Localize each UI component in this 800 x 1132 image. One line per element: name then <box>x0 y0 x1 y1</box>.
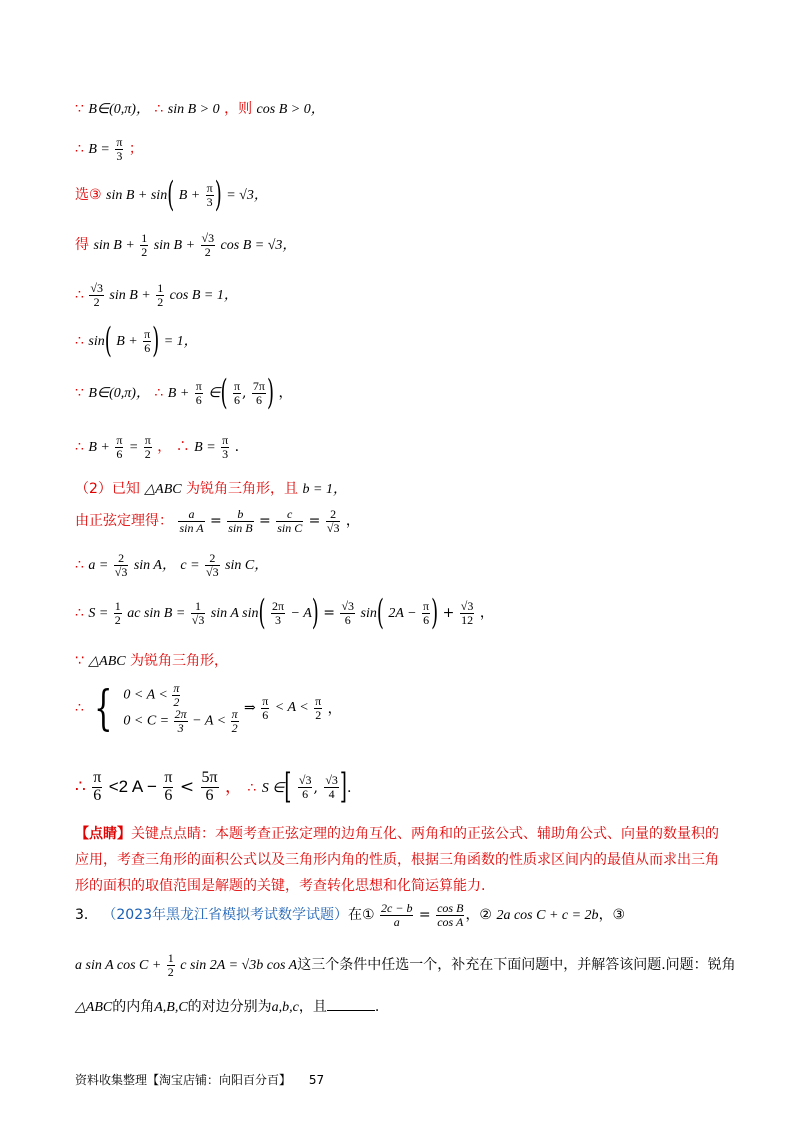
math-expr: B∈(0,π)， <box>88 102 150 117</box>
math-expr: sin <box>360 606 377 622</box>
text: 这三个条件中任选一个，补充在下面问题中，并解答该问题.问题：锐角 <box>297 957 736 974</box>
therefore-symbol: ∴ <box>75 333 84 350</box>
inequality-system: 0 < A < $\frac{\pi}{2}$ 0 < C = $\frac{2\pi}{3}$ − A < $\frac{\pi}{2}$ <box>123 681 238 735</box>
math-expr: B + <box>88 440 110 456</box>
fraction: $\frac{2}{√3}$ <box>326 507 340 535</box>
therefore-symbol: ∴ <box>175 439 190 456</box>
text: 为锐角三角形，且 <box>186 481 299 497</box>
solution-line-12: ∴ S = $\frac{1}{2}$ ac sin B = $\frac{1}{√3}$ sin A sin( $\frac{2\pi}{3}$ − A) = $\frac{√3}{6}$ sin( 2A − $\frac{\pi}{6}$ ) + $\frac{√3}{12}$ ， <box>75 593 494 634</box>
therefore-symbol: ∴ <box>75 776 86 797</box>
math-expr: cos B > 0， <box>256 102 325 117</box>
fraction: $\frac{\text{cos B}}{\text{cos A}}$ <box>437 901 464 929</box>
fraction: $\frac{2}{√3}$ <box>206 551 219 579</box>
math-expr: < <box>179 776 195 797</box>
math-expr: S = <box>88 606 109 622</box>
text: 由正弦定理得： <box>75 513 173 530</box>
text: 在① <box>348 907 375 924</box>
math-expr: S ∈ <box>261 780 285 796</box>
fraction: $\frac{c}{\text{sin C}}$ <box>277 507 303 535</box>
equals: = <box>418 907 431 924</box>
text: 的内角 <box>112 999 155 1015</box>
punct: ， <box>278 385 293 402</box>
plus: + <box>442 605 455 622</box>
math-expr: c = <box>180 558 200 574</box>
punct: ， <box>327 701 342 718</box>
punct: . <box>374 999 380 1015</box>
punct: ， <box>224 776 242 797</box>
fraction: $\frac{\pi}{6}$ <box>233 379 241 407</box>
equals: = <box>323 605 335 622</box>
fraction: $\frac{√3}{2}$ <box>201 231 215 259</box>
math-expr: B + <box>178 188 201 204</box>
fraction: $\frac{√3}{2}$ <box>90 281 103 309</box>
fraction: $\frac{1}{2}$ <box>167 951 174 979</box>
math-expr: sin B + sin <box>106 188 168 204</box>
punct: ， <box>157 439 172 456</box>
fraction: $\frac{√3}{12}$ <box>460 599 474 627</box>
math-expr: 2A − <box>388 606 417 622</box>
math-expr: sin B + <box>153 238 196 254</box>
math-expr: B = <box>88 142 110 158</box>
fraction: $\frac{√3}{6}$ <box>341 599 355 627</box>
text: 的对边分别为 <box>187 999 272 1015</box>
fraction: $\frac{\pi}{6}$ <box>164 769 173 804</box>
fraction: $\frac{b}{\text{sin B}}$ <box>228 507 253 535</box>
fraction: $\frac{\pi}{6}$ <box>144 327 151 355</box>
math-expr: sin B + <box>93 238 135 254</box>
fraction: $\frac{a}{\text{sin A}}$ <box>179 507 204 535</box>
solution-line-8 <box>75 434 239 460</box>
math-expr: B = <box>194 440 216 456</box>
therefore-symbol: ∴ <box>75 557 84 574</box>
punct: . <box>234 439 240 456</box>
text: 为锐角三角形， <box>130 653 229 669</box>
solution-line-3: 选③ sin B + sin( B + $\frac{\pi}{3}$ ) = √3， <box>75 175 268 216</box>
solution-line-9 <box>75 478 347 498</box>
punct: , <box>242 385 247 402</box>
math-expr: sin A， <box>133 558 176 574</box>
fraction: $\frac{\pi}{3}$ <box>222 433 229 461</box>
text: ，且 <box>298 999 327 1015</box>
math-expr: = <box>128 440 139 456</box>
because-symbol: ∵ <box>75 385 84 402</box>
solution-line-6: ∴ sin( B + $\frac{\pi}{6}$ ) = 1， <box>75 321 198 362</box>
math-expr: b = 1， <box>302 482 347 497</box>
therefore-symbol: ∴ <box>75 439 84 456</box>
problem-3-line-3 <box>75 996 379 1016</box>
solution-line-2 <box>75 136 143 162</box>
solution-line-13 <box>75 650 228 670</box>
comment-body: 关键点点睛：本题考查正弦定理的边角互化、两角和的正弦公式、辅助角公式、向量的数量积的应用，考查三角形的面积公式以及三角形内角的性质，根据三角函数的性质求区间内的最值从而求出三角形的面积的取值范围是解题的关键，考查转化思想和化简运算能力. <box>75 826 719 894</box>
comment-tag: 【点睛】 <box>75 826 131 842</box>
choice-label: 选③ <box>75 187 102 204</box>
therefore-symbol: ∴ <box>247 779 257 796</box>
text: （2）已知 <box>75 481 140 497</box>
solution-line-15: ∴ $\frac{\pi}{6}$ <2 A − $\frac{\pi}{6}$ < $\frac{5\pi}{6}$ ， ∴ S ∈[ $\frac{√3}{6}$ , $\frac{√3}{4}$ ]. <box>75 767 352 808</box>
problem-source: （2023年黑龙江省模拟考试数学试题） <box>102 907 349 924</box>
therefore-symbol: ∴ <box>75 141 84 158</box>
fraction: $\frac{1}{2}$ <box>157 281 164 309</box>
footer-text: 资料收集整理【淘宝店铺：向阳百分百】 <box>75 1073 292 1087</box>
because-symbol: ∵ <box>75 653 84 669</box>
punct: ； <box>128 141 143 158</box>
math-expr: <2 A − <box>108 776 157 796</box>
math-expr: sin <box>88 334 105 350</box>
fraction: $\frac{\pi}{6}$ <box>195 379 202 407</box>
fraction: $\frac{2c - b}{a}$ <box>381 901 413 929</box>
fraction: $\frac{7\pi}{6}$ <box>252 379 265 407</box>
math-expr: A,B,C <box>154 1000 188 1015</box>
solution-line-11 <box>75 552 268 578</box>
fraction: $\frac{√3}{4}$ <box>325 773 338 801</box>
fraction: $\frac{\pi}{3}$ <box>116 135 123 163</box>
because-symbol: ∵ <box>75 101 84 117</box>
math-expr: △ABC <box>75 1000 113 1015</box>
math-expr: sin B + <box>109 288 151 304</box>
text: ，② <box>465 907 492 924</box>
solution-line-4 <box>75 232 296 258</box>
fraction: $\frac{1}{2}$ <box>141 231 148 259</box>
fraction: $\frac{1}{√3}$ <box>191 599 205 627</box>
fraction: $\frac{5\pi}{6}$ <box>201 769 218 804</box>
punct: ， <box>479 605 494 622</box>
solution-line-1 <box>75 98 325 118</box>
math-expr: a sin A cos C + <box>75 958 162 974</box>
punct: . <box>346 779 352 796</box>
fraction: $\frac{\pi}{2}$ <box>144 433 151 461</box>
therefore-symbol: ∴ <box>154 385 164 402</box>
fraction: $\frac{\pi}{6}$ <box>423 599 430 627</box>
fraction: $\frac{2}{√3}$ <box>114 551 128 579</box>
therefore-symbol: ∴ <box>75 700 84 717</box>
math-expr: sin C， <box>225 558 269 574</box>
text: 得 <box>75 237 89 254</box>
key-point-comment <box>75 821 725 899</box>
fraction: $\frac{2\pi}{3}$ <box>272 599 285 627</box>
fraction: $\frac{\pi}{2}$ <box>315 694 322 722</box>
math-expr: B∈(0,π)， <box>88 386 150 402</box>
math-expr: sin A sin <box>210 606 259 622</box>
math-expr: cos B = 1， <box>169 288 238 304</box>
problem-3-line-2 <box>75 952 736 978</box>
fraction: $\frac{\pi}{6}$ <box>93 769 102 804</box>
math-expr: − A <box>290 606 312 622</box>
solution-line-5 <box>75 282 238 308</box>
fraction: $\frac{\pi}{3}$ <box>206 181 213 209</box>
therefore-symbol: ∴ <box>75 287 84 304</box>
page-number: 57 <box>308 1073 325 1087</box>
punct: , <box>313 779 318 796</box>
math-expr: = 1， <box>163 334 198 350</box>
math-expr: a,b,c <box>271 1000 299 1015</box>
therefore-symbol: ∴ <box>154 101 164 117</box>
fraction: $\frac{√3}{6}$ <box>298 773 312 801</box>
math-expr: sin B > 0 <box>167 102 220 117</box>
solution-line-10: 由正弦定理得： $\frac{a}{\text{sin A}}$ = $\frac{b}{\text{sin B}}$ = $\frac{c}{\text{sin C}}$ = $\frac{2}{√3}$ ， <box>75 507 360 535</box>
solution-line-14 <box>75 680 342 737</box>
math-expr: B + <box>116 334 138 350</box>
math-expr: cos B = √3， <box>220 238 297 254</box>
problem-3-line-1 <box>75 902 625 928</box>
math-expr: B + <box>167 386 190 402</box>
fill-blank[interactable] <box>327 998 375 1011</box>
math-expr: 2a cos C + c = 2b <box>496 908 599 924</box>
math-expr: △ABC <box>88 654 126 669</box>
therefore-symbol: ∴ <box>75 605 84 622</box>
math-expr: < A < <box>274 700 309 716</box>
math-expr: a = <box>88 558 109 574</box>
math-expr: ∈ <box>208 386 221 402</box>
math-expr: ac sin B = <box>127 606 186 622</box>
math-expr: △ABC <box>144 482 182 497</box>
text: ，③ <box>598 907 626 924</box>
punct: ， <box>345 513 360 530</box>
implies-symbol: ⇒ <box>244 700 256 717</box>
fraction: $\frac{\pi}{6}$ <box>116 433 123 461</box>
left-brace: { <box>94 680 113 737</box>
math-expr: c sin 2A = √3b cos A <box>180 958 298 974</box>
solution-line-7: ∵ B∈(0,π)， ∴ B + $\frac{\pi}{6}$ ∈( $\frac{\pi}{6}$ , $\frac{7\pi}{6}$ ) ， <box>75 373 293 414</box>
page-footer <box>75 1071 324 1088</box>
fraction: $\frac{1}{2}$ <box>114 599 121 627</box>
fraction: $\frac{\pi}{6}$ <box>262 694 269 722</box>
text: ，则 <box>224 101 253 117</box>
math-expr: = √3， <box>226 188 268 204</box>
problem-number: 3． <box>75 907 98 924</box>
